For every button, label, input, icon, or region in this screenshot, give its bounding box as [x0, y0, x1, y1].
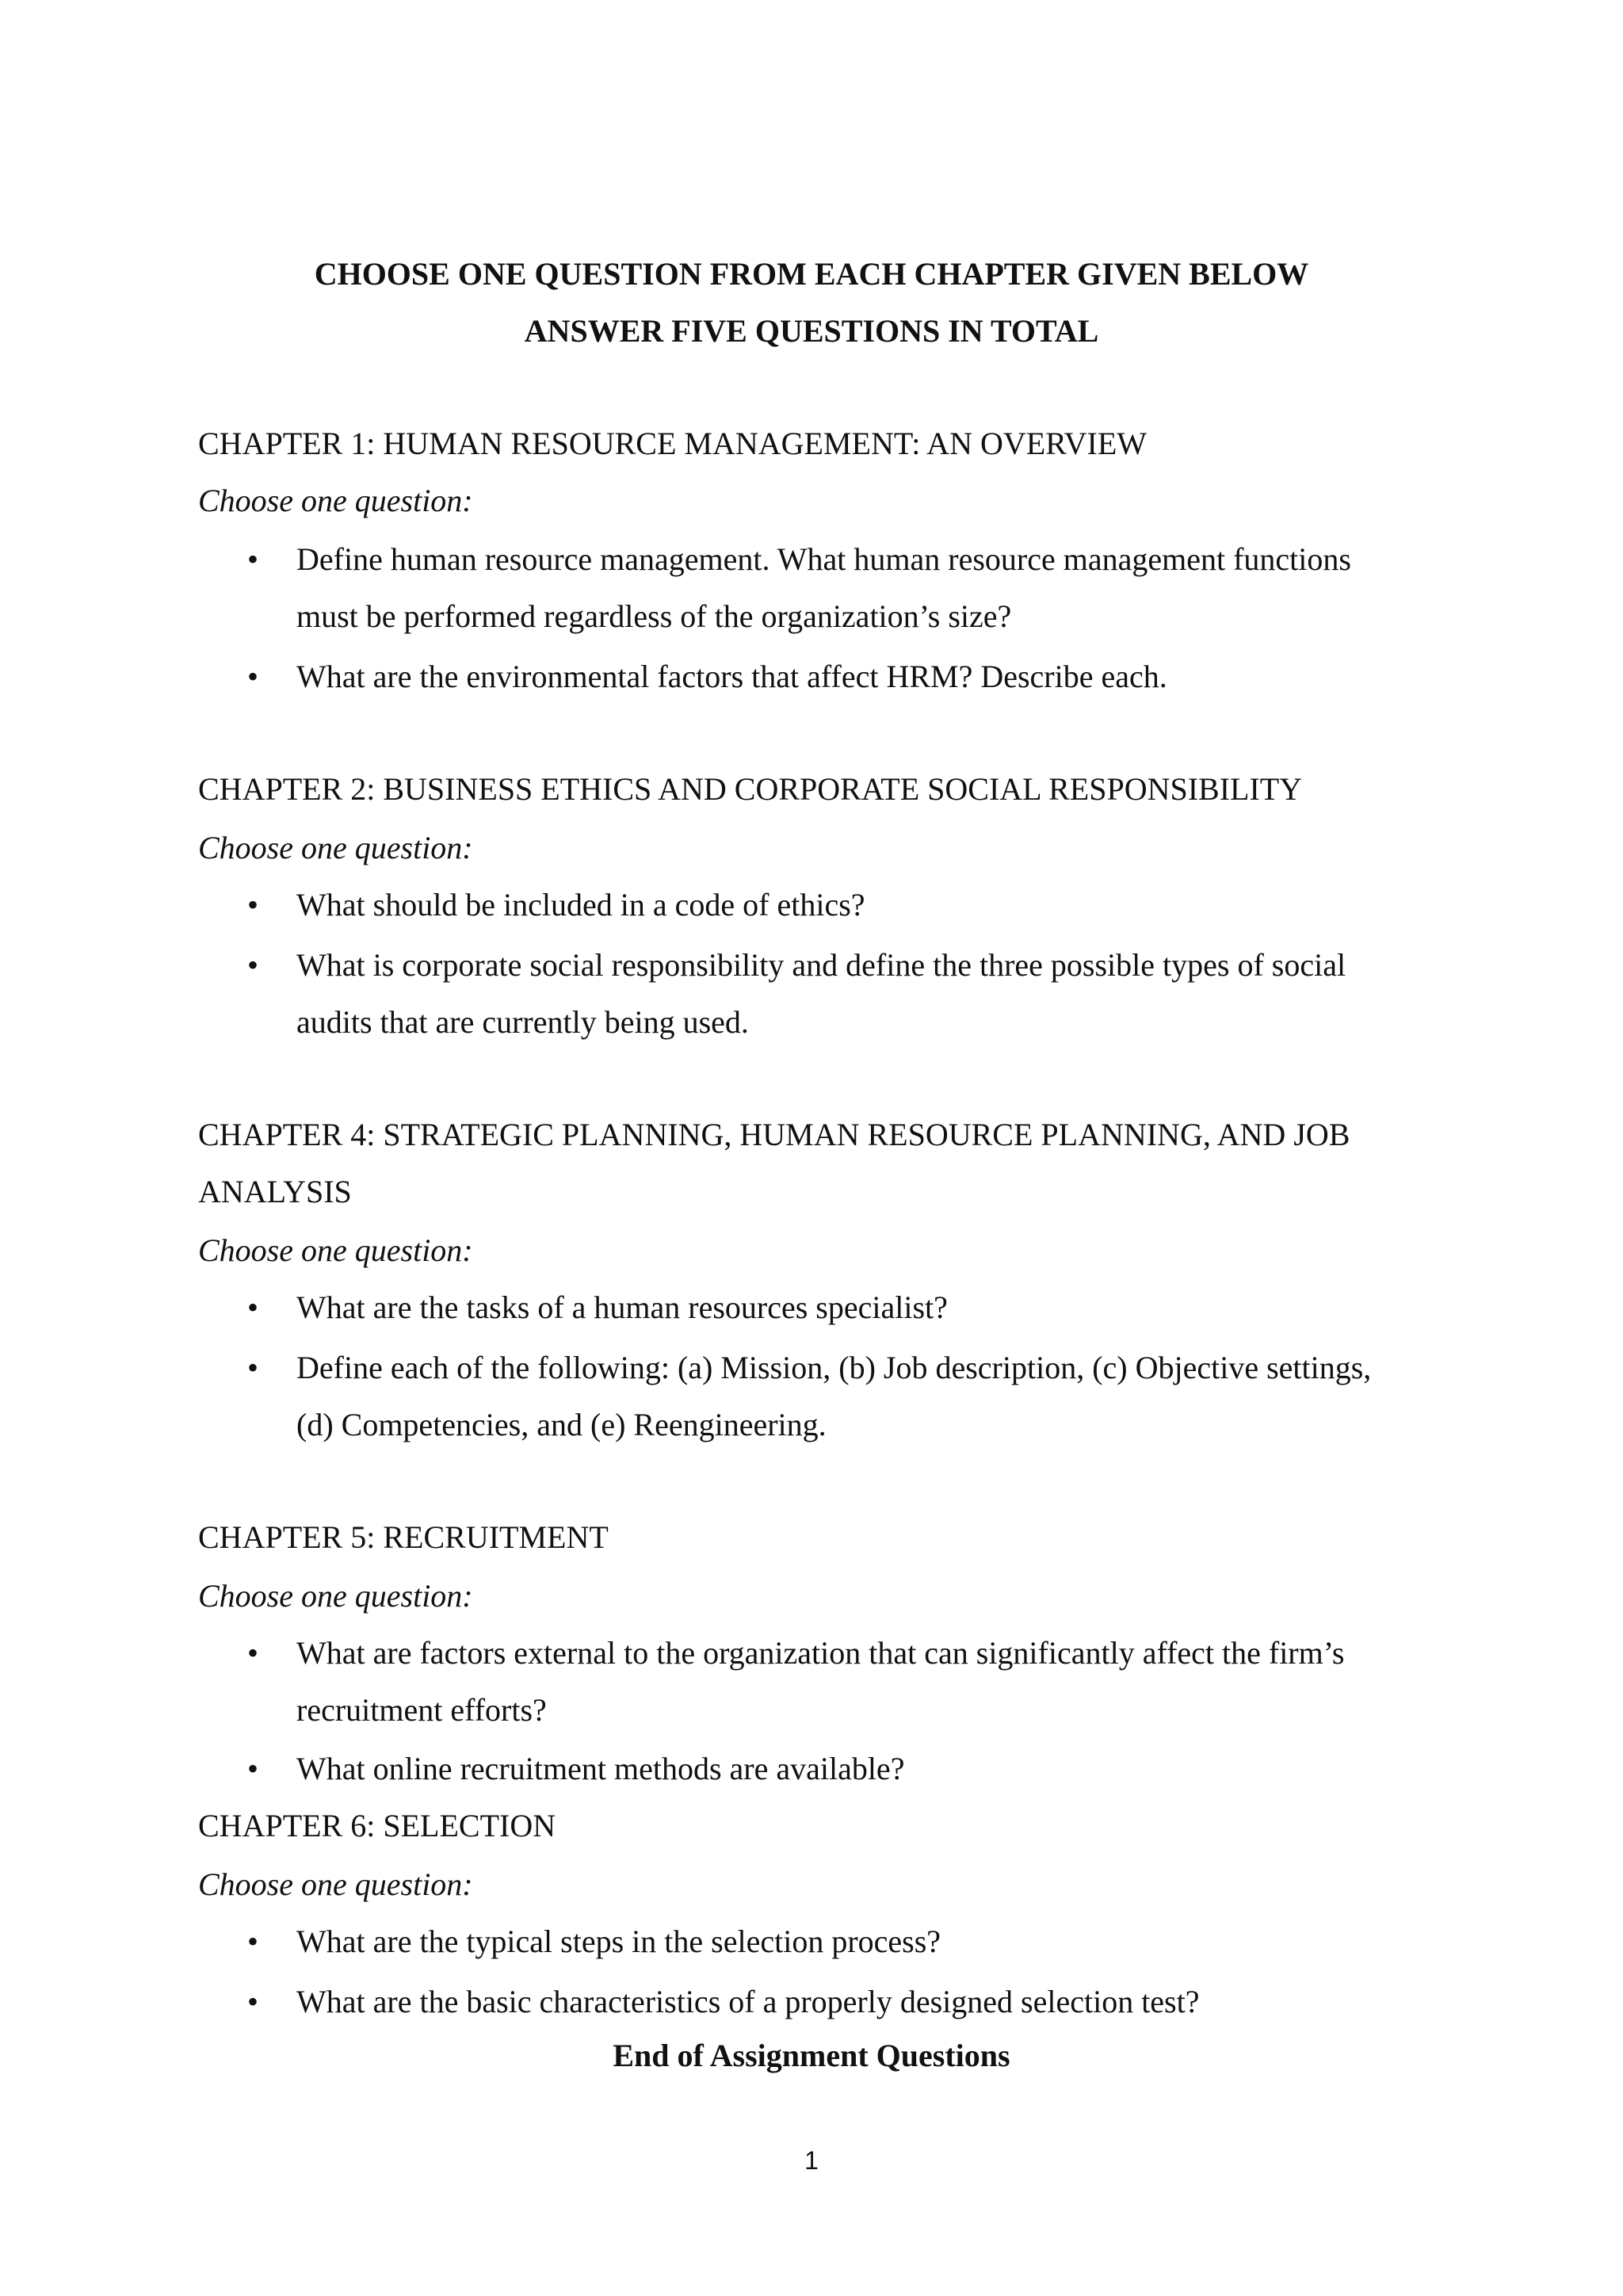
end-of-assignment-note: End of Assignment Questions	[613, 2038, 1010, 2073]
question-text: audits that are currently being used.	[296, 1004, 749, 1040]
chapter-title: CHAPTER 4: STRATEGIC PLANNING, HUMAN RESOURCE PLANNING, AND JOB	[198, 1117, 1350, 1152]
choose-instruction: Choose one question:	[198, 1232, 473, 1268]
instruction-heading-line2: ANSWER FIVE QUESTIONS IN TOTAL	[524, 313, 1099, 349]
question-text: What should be included in a code of ethics?	[296, 887, 865, 923]
chapter-title: CHAPTER 2: BUSINESS ETHICS AND CORPORATE SOCIAL RESPONSIBILITY	[198, 771, 1303, 807]
question-text: Define human resource management. What human resource management functions	[296, 541, 1351, 577]
question-text: What are factors external to the organization that can significantly affect the firm’s	[296, 1635, 1345, 1671]
choose-instruction: Choose one question:	[198, 830, 473, 865]
chapter-title: CHAPTER 6: SELECTION	[198, 1808, 556, 1843]
bullet-icon: •	[247, 887, 259, 923]
question-text: (d) Competencies, and (e) Reengineering.	[296, 1407, 827, 1442]
question-text: What are the tasks of a human resources specialist?	[296, 1289, 948, 1325]
question-text: Define each of the following: (a) Mission, (b) Job description, (c) Objective settings,	[296, 1350, 1372, 1385]
question-text: What online recruitment methods are available?	[296, 1751, 905, 1786]
bullet-icon: •	[247, 659, 259, 694]
bullet-icon: •	[247, 1924, 259, 1959]
choose-instruction: Choose one question:	[198, 1866, 473, 1902]
question-text: What are the typical steps in the selection process?	[296, 1924, 941, 1959]
choose-instruction: Choose one question:	[198, 1578, 473, 1614]
question-text: recruitment efforts?	[296, 1692, 547, 1728]
page-number: 1	[804, 2146, 819, 2175]
choose-instruction: Choose one question:	[198, 483, 473, 518]
bullet-icon: •	[247, 1350, 259, 1385]
bullet-icon: •	[247, 1635, 259, 1671]
bullet-icon: •	[247, 1984, 259, 2019]
bullet-icon: •	[247, 1289, 259, 1325]
instruction-heading-line1: CHOOSE ONE QUESTION FROM EACH CHAPTER GIVEN BELOW	[314, 256, 1309, 292]
question-text: What are the environmental factors that affect HRM? Describe each.	[296, 659, 1167, 694]
chapter-title: CHAPTER 5: RECRUITMENT	[198, 1519, 609, 1555]
bullet-icon: •	[247, 541, 259, 577]
question-text: must be performed regardless of the organization’s size?	[296, 598, 1012, 634]
question-text: What are the basic characteristics of a properly designed selection test?	[296, 1984, 1200, 2019]
bullet-icon: •	[247, 947, 259, 983]
chapter-title: CHAPTER 1: HUMAN RESOURCE MANAGEMENT: AN OVERVIEW	[198, 426, 1148, 461]
chapter-title: ANALYSIS	[198, 1174, 352, 1209]
question-text: What is corporate social responsibility and define the three possible types of social	[296, 947, 1346, 983]
bullet-icon: •	[247, 1751, 259, 1786]
